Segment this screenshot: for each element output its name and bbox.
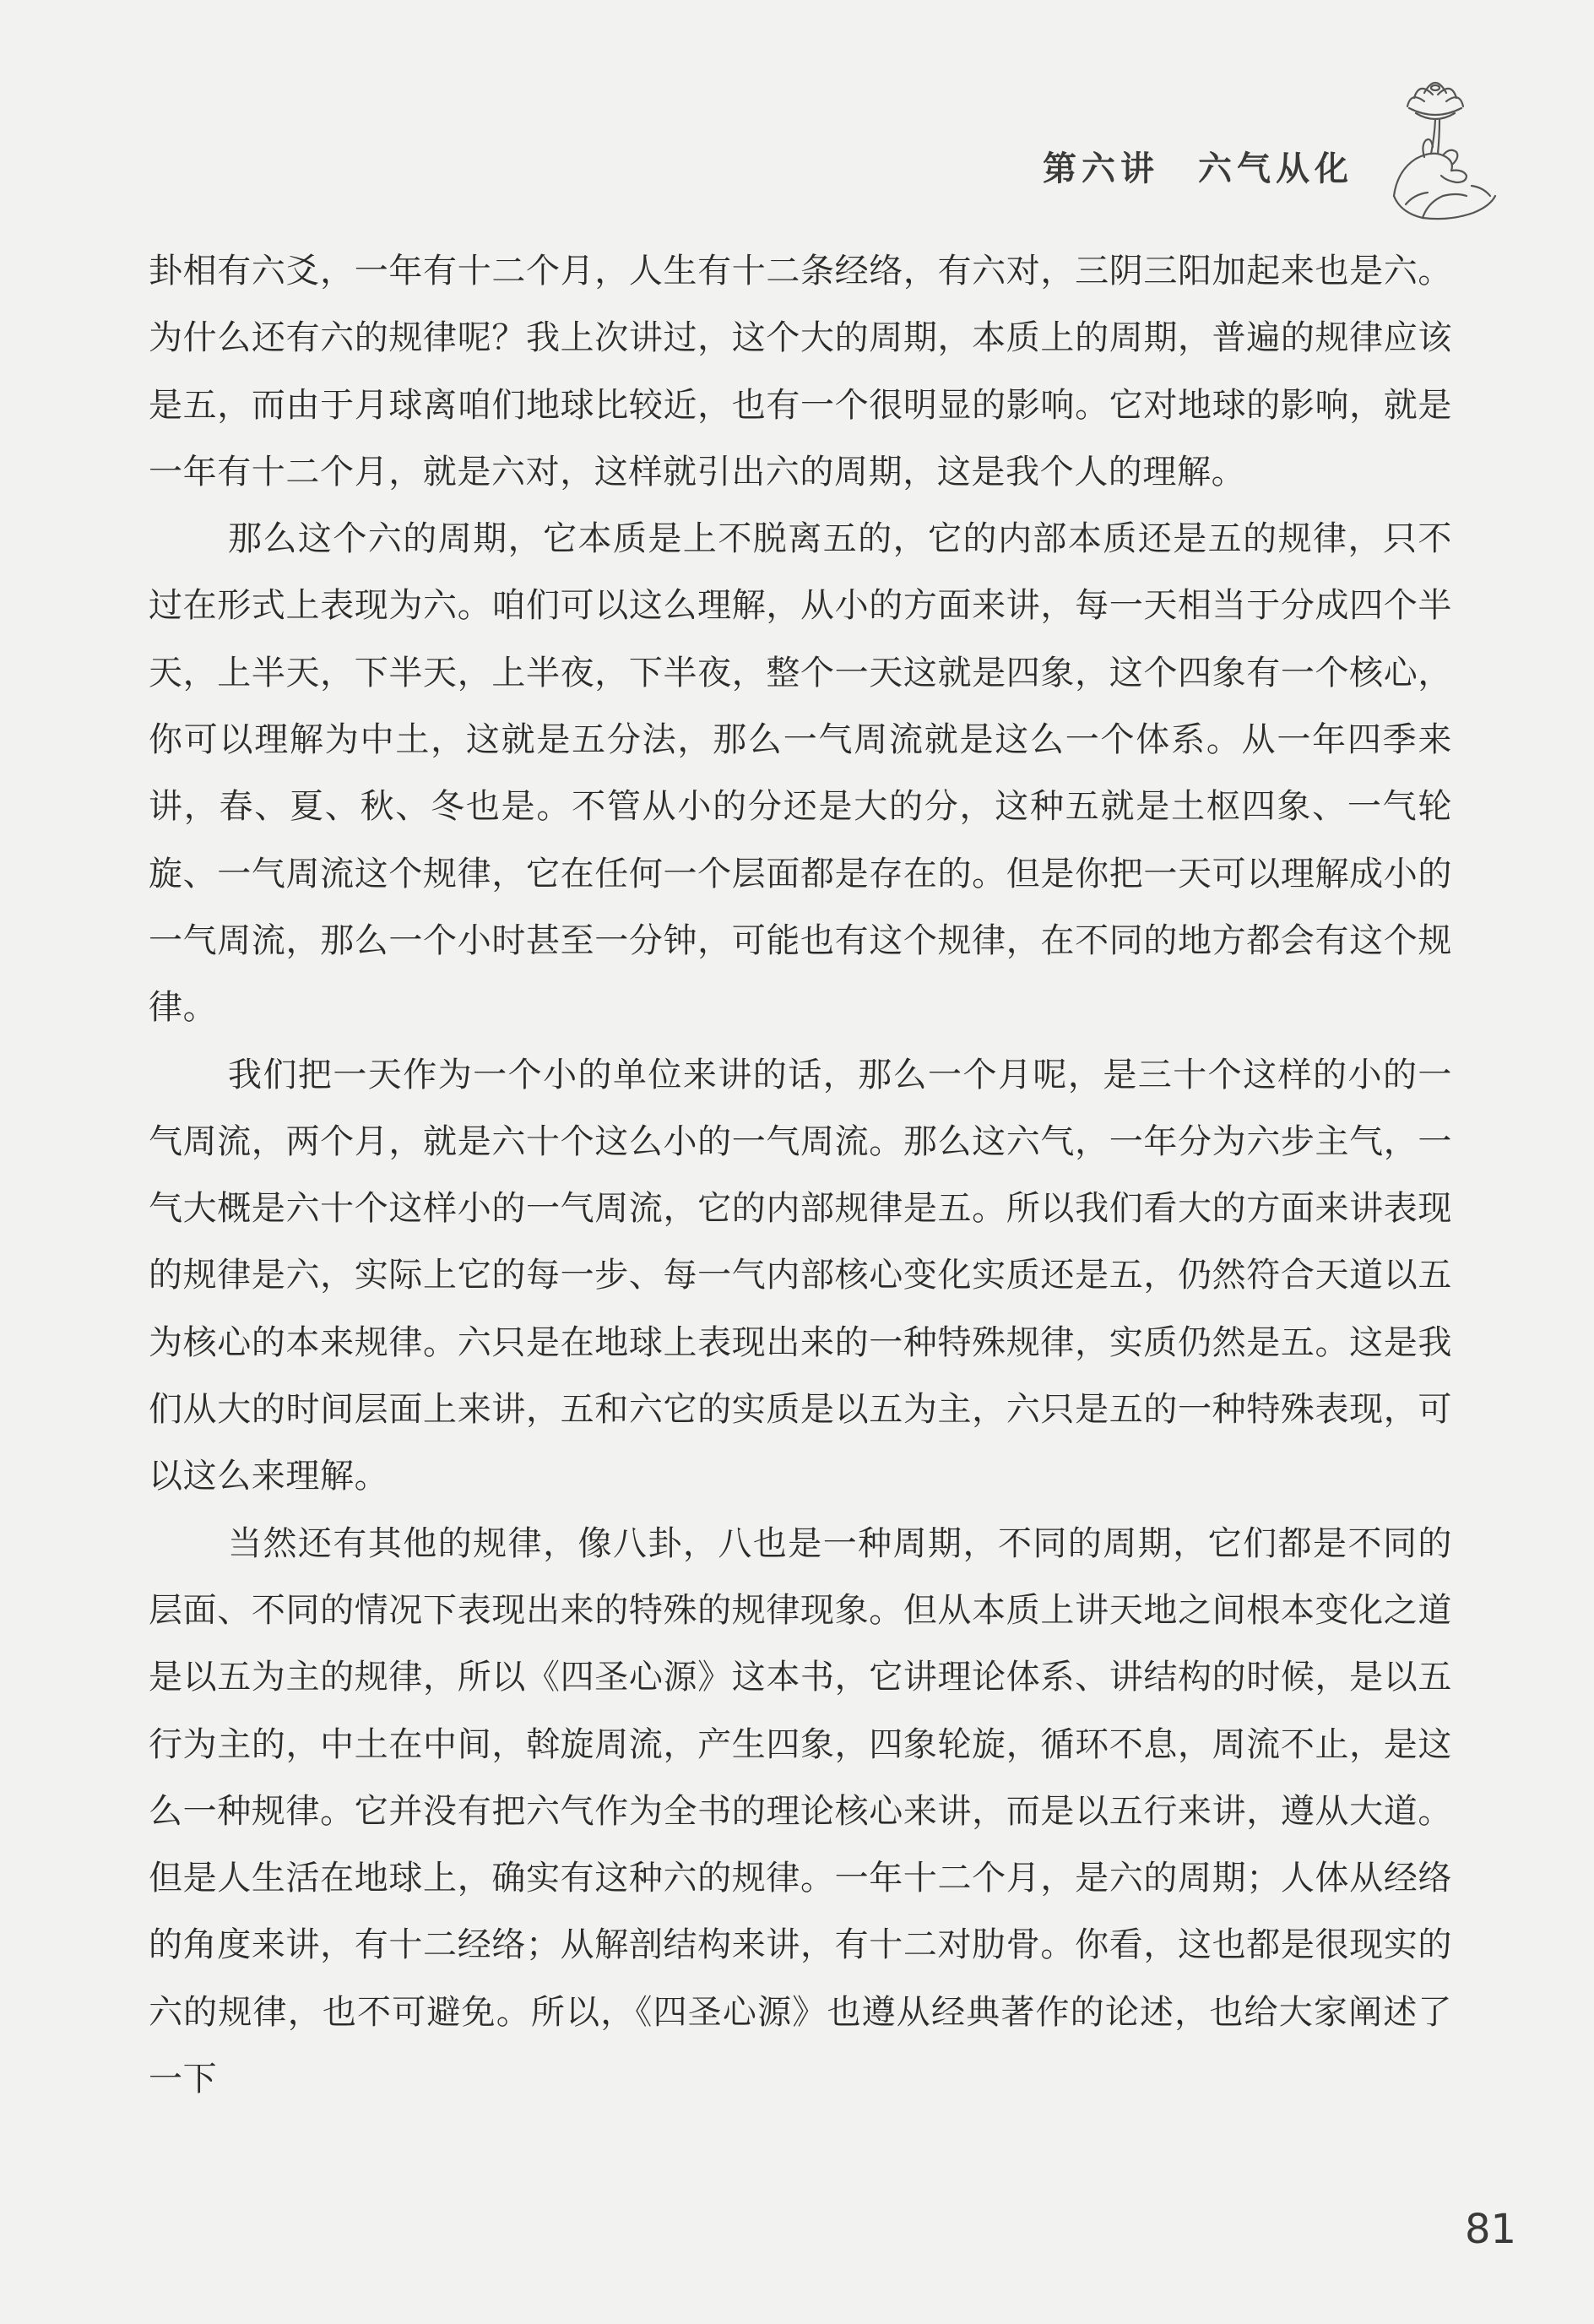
lotus-hand-icon bbox=[1372, 69, 1499, 230]
paragraph-1: 卦相有六爻，一年有十二个月，人生有十二条经络，有六对，三阴三阳加起来也是六。为什么还有六的规律呢？我上次讲过，这个大的周期，本质上的周期，普遍的规律应该是五，而由于月球离咱们地球比较近，也有一个很明显的影响。它对地球的影响，就是一年有十二个月，就是六对，这样就引出六的周期，这是我个人的理解。 bbox=[149, 252, 1452, 491]
body-text bbox=[149, 238, 1452, 2113]
paragraph-3: 我们把一天作为一个小的单位来讲的话，那么一个月呢，是三十个这样的小的一气周流，两个月，就是六十个这么小的一气周流。那么这六气，一年分为六步主气，一气大概是六十个这样小的一气周流，它的内部规律是五。所以我们看大的方面来讲表现的规律是六，实际上它的每一步、每一气内部核心变化实质还是五，仍然符合天道以五为核心的本来规律。六只是在地球上表现出来的一种特殊规律，实质仍然是五。这是我们从大的时间层面上来讲，五和六它的实质是以五为主，六只是五的一种特殊表现，可以这么来理解。 bbox=[149, 1055, 1452, 1496]
page-number: 81 bbox=[1465, 2206, 1517, 2253]
header-topic: 六气从化 bbox=[1198, 149, 1353, 188]
paragraph-4: 当然还有其他的规律，像八卦，八也是一种周期，不同的周期，它们都是不同的层面、不同的情况下表现出来的特殊的规律现象。但从本质上讲天地之间根本变化之道是以五为主的规律，所以《四圣心源》这本书，它讲理论体系、讲结构的时候，是以五行为主的，中土在中间，斡旋周流，产生四象，四象轮旋，循环不息，周流不止，是这么一种规律。它并没有把六气作为全书的理论核心来讲，而是以五行来讲，遵从大道。但是人生活在地球上，确实有这种六的规律。一年十二个月，是六的周期；人体从经络的角度来讲，有十二经络；从解剖结构来讲，有十二对肋骨。你看，这也都是很现实的六的规律，也不可避免。所以，《四圣心源》也遵从经典著作的论述，也给大家阐述了一下 bbox=[149, 1523, 1452, 2099]
header-lecture: 第六讲 bbox=[1043, 149, 1159, 188]
paragraph-2: 那么这个六的周期，它本质是上不脱离五的，它的内部本质还是五的规律，只不过在形式上表现为六。咱们可以这么理解，从小的方面来讲，每一天相当于分成四个半天，上半天，下半天，上半夜，下半夜，整个一天这就是四象，这个四象有一个核心，你可以理解为中土，这就是五分法，那么一气周流就是这么一个体系。从一年四季来讲，春、夏、秋、冬也是。不管从小的分还是大的分，这种五就是土枢四象、一气轮旋、一气周流这个规律，它在任何一个层面都是存在的。但是你把一天可以理解成小的一气周流，那么一个小时甚至一分钟，可能也有这个规律，在不同的地方都会有这个规律。 bbox=[149, 519, 1452, 1028]
running-header bbox=[1043, 142, 1353, 190]
